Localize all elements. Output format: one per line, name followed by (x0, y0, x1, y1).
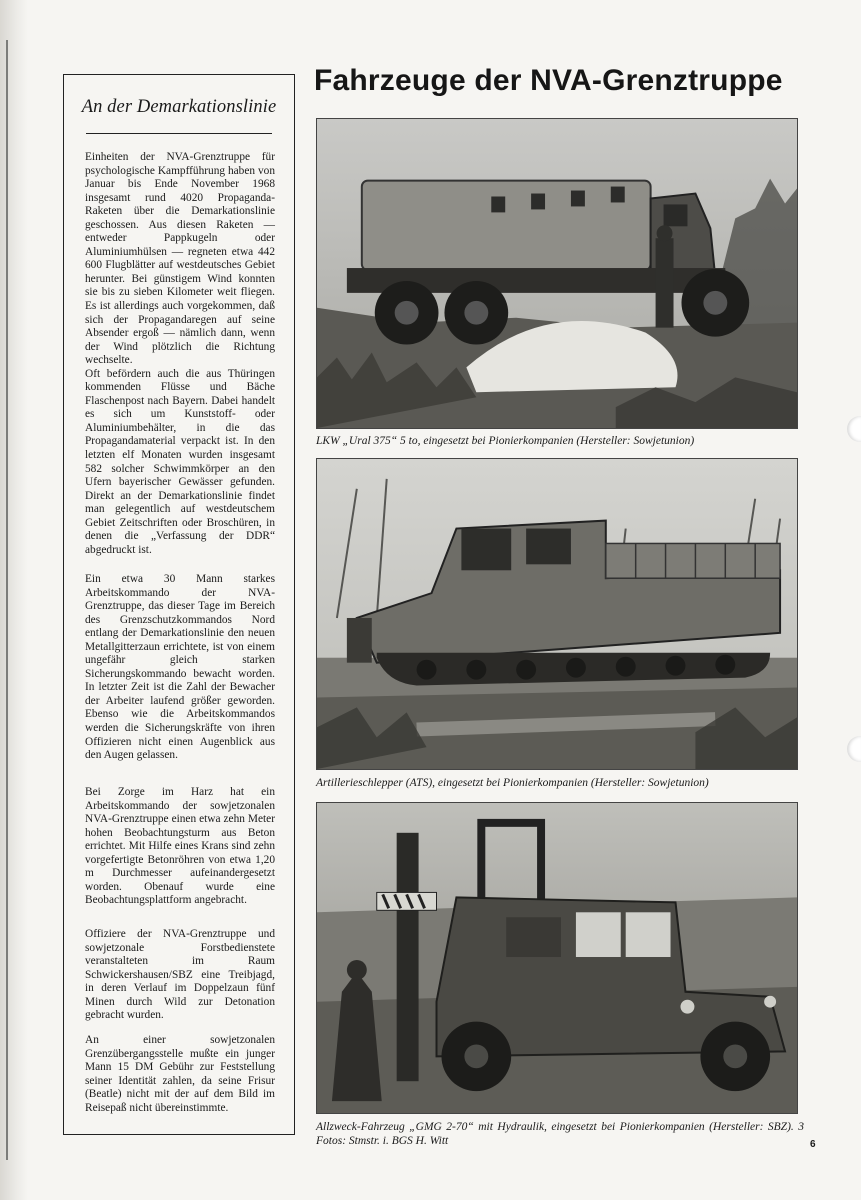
caption-ats-tractor: Artillerieschlepper (ATS), eingesetzt bei Pionierkompanien (Hersteller: Sowjetunion) (316, 777, 709, 789)
caption-ural-truck: LKW „Ural 375“ 5 to, eingesetzt bei Pionierkompanien (Hersteller: Sowjetunion) (316, 435, 695, 447)
sidebar-paragraph-2: Oft befördern auch die aus Thüringen kommenden Flüsse und Bäche Flaschenpost nach Bayern. Dabei handelt es sich um Kunststoff- oder Aluminiumbehälter, in die das Propagandamaterial verpackt ist. In den letzten elf Monaten wurden insgesamt 582 solcher Schwimmkörper an den Ufern bayerischer Gewässer gefunden. Direkt an der Demarkationslinie findet man gelegentlich auf westdeutschem Gebiet Zeitschriften oder Broschüren, in denen die „Verfassung der DDR“ abgedruckt ist. (85, 367, 275, 556)
sidebar-paragraph-1: Einheiten der NVA-Grenztruppe für psychologische Kampfführung haben von Januar bis Ende November 1968 insgesamt rund 4020 Propaganda-Raketen über die Demarkationslinie geschossen. Aus diesen Raketen — entweder Pappkugeln oder Aluminiumhülsen — regneten etwa 442 600 Flugblätter auf westdeutsches Gebiet herunter. Bei günstigem Wind konnten sie bis zu sieben Kilometer weit fliegen. Es ist allerdings auch vorgekommen, daß sich der Propagandaregen auf seine Absender ergoß — nämlich dann, wenn der Wind plötzlich die Richtung wechselte. (85, 151, 275, 367)
sidebar-paragraph-5-text: Offiziere der NVA-Grenztruppe und sowjetzonale Forstbedienstete veranstalteten im Raum Schwickershausen/SBZ eine Treibjagd, in deren Verlauf im Doppelzaun fünf Minen durch Wild zur Detonation gebracht wurden. (85, 928, 275, 1022)
sidebar-title-rule (86, 133, 272, 134)
photo-gmg-vehicle (316, 802, 798, 1114)
photo-ural-truck-image (317, 119, 797, 428)
sidebar-box (63, 74, 295, 1135)
sidebar-paragraph-5 (85, 928, 275, 1023)
caption-gmg-vehicle: Allzweck-Fahrzeug „GMG 2-70“ mit Hydraulik, eingesetzt bei Pionierkompanien (Hersteller: SBZ). 3 Fotos: Stmstr. i. BGS H. Witt (316, 1121, 804, 1147)
punch-hole (847, 416, 861, 442)
sidebar-paragraph-group-1 (85, 151, 275, 557)
photo-ural-truck (316, 118, 798, 429)
sidebar-paragraph-4-text: Bei Zorge im Harz hat ein Arbeitskommando der sowjetzonalen NVA-Grenztruppe einen etwa zehn Meter hohen Beobachtungsturm aus Beton errichtet. Mit Hilfe eines Krans sind zehn vorgefertigte Betonröhren von etwa 1,20 m Durchmesser aufeinandergesetzt worden. Obenauf wurde eine Beobachtungsplattform angebracht. (85, 786, 275, 907)
punch-hole (847, 736, 861, 762)
page-headline: Fahrzeuge der NVA-Grenztruppe (314, 64, 783, 97)
scan-binding-line (6, 40, 8, 1160)
sidebar-paragraph-6 (85, 1034, 275, 1115)
photo-gmg-vehicle-image (317, 803, 797, 1113)
sidebar-paragraph-3-text: Ein etwa 30 Mann starkes Arbeitskommando der NVA-Grenztruppe, das dieser Tage im Bereich des Grenzschutzkommandos Nord entlang der Demarkationslinie den neuen Metallgitterzaun errichtete, ist von einem ungefähr gleich starken Sicherungskommando bewacht worden. In letzter Zeit ist die Zahl der Bewacher der Arbeiter laufend größer geworden. Ebenso wie die Arbeitskommandos werden die Sicherungskräfte von ihren Offizieren nicht einen Augenblick aus den Augen gelassen. (85, 573, 275, 762)
scan-edge (0, 0, 28, 1200)
page-number: 6 (810, 1139, 816, 1150)
sidebar-paragraph-4 (85, 786, 275, 908)
sidebar-paragraph-3 (85, 573, 275, 763)
sidebar-paragraph-6-text: An einer sowjetzonalen Grenzübergangsstelle mußte ein junger Mann 15 DM Gebühr zur Feststellung seiner Identität zahlen, da seine Frisur (Beatle) nicht mit der auf dem Bild im Reisepaß nicht übereinstimmte. (85, 1034, 275, 1114)
photo-ats-tractor-image (317, 459, 797, 769)
sidebar-title: An der Demarkationslinie (81, 97, 277, 117)
photo-ats-tractor (316, 458, 798, 770)
